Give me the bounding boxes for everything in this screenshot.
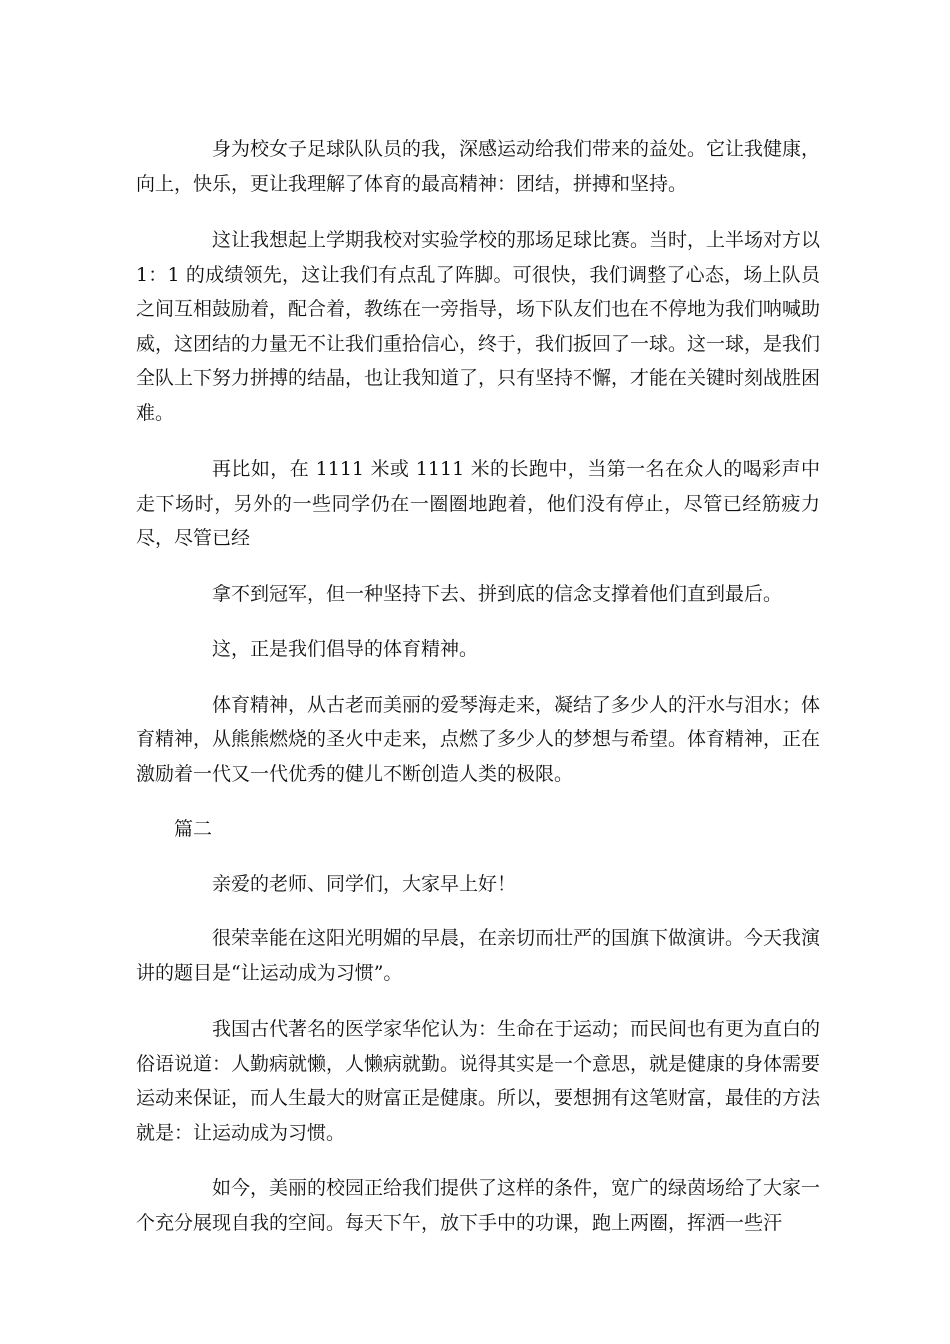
section-heading: 篇二 (174, 818, 213, 840)
paragraph-6: 体育精神，从古老而美丽的爱琴海走来，凝结了多少人的汗水与泪水；体育精神，从熊熊燃烧的圣火中走来，点燃了多少人的梦想与希望。体育精神，正在激励着一代又一代优秀的健儿不断创造人类的极限。 (136, 693, 821, 785)
paragraph-7: 亲爱的老师、同学们，大家早上好！ (212, 872, 517, 895)
paragraph-9: 我国古代著名的医学家华佗认为：生命在于运动；而民间也有更为直白的俗语说道：人勤病就懒，人懒病就勤。说得其实是一个意思，就是健康的身体需要运动来保证，而人生最大的财富正是健康。所以，要想拥有这笔财富，最佳的方法就是：让运动成为习惯。 (136, 1018, 821, 1144)
paragraph-2: 这让我想起上学期我校对实验学校的那场足球比赛。当时，上半场对方以 1：1 的成绩领先，这让我们有点乱了阵脚。可很快，我们调整了心态，场上队员之间互相鼓励着，配合着，教练在一旁指导，场下队友们也在不停地为我们呐喊助威，这团结的力量无不让我们重拾信心，终于，我们扳回了一球。这一球，是我们全队上下努力拼搏的结晶，也让我知道了，只有坚持不懈，才能在关键时刻战胜困难。 (136, 229, 821, 424)
paragraph-3: 再比如，在 1111 米或 1111 米的长跑中，当第一名在众人的喝彩声中走下场时，另外的一些同学仍在一圈圈地跑着，他们没有停止，尽管已经筋疲力尽，尽管已经 (136, 458, 820, 549)
paragraph-10: 如今，美丽的校园正给我们提供了这样的条件，宽广的绿茵场给了大家一个充分展现自我的空间。每天下午，放下手中的功课，跑上两圈，挥洒一些汗 (136, 1177, 821, 1234)
paragraph-5: 这，正是我们倡导的体育精神。 (212, 638, 479, 660)
paragraph-4: 拿不到冠军，但一种坚持下去、拼到底的信念支撑着他们直到最后。 (212, 582, 783, 605)
paragraph-1: 身为校女子足球队队员的我，深感运动给我们带来的益处。它让我健康，向上，快乐，更让我理解了体育的最高精神：团结，拼搏和坚持。 (136, 138, 821, 195)
paragraph-8: 很荣幸能在这阳光明媚的早晨，在亲切而壮严的国旗下做演讲。今天我演讲的题目是“让运动成为习惯”。 (136, 927, 821, 984)
document-body (136, 132, 820, 1240)
